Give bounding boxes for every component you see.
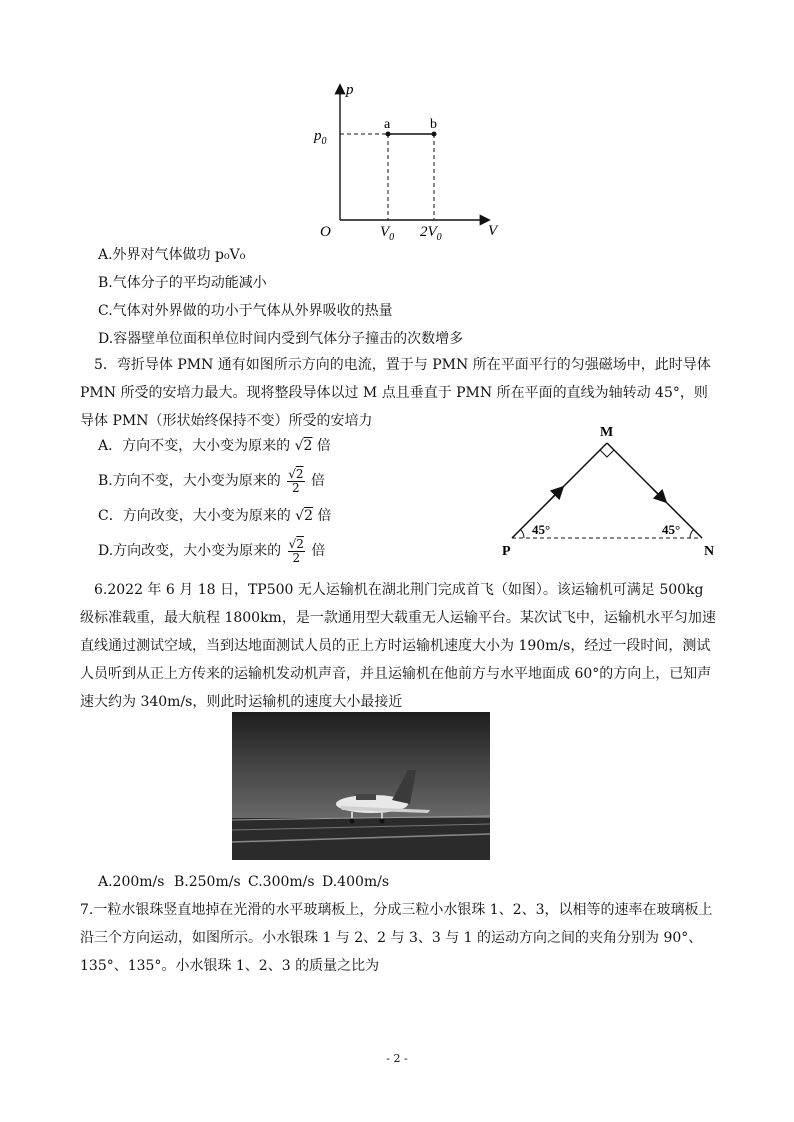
origin-label: O: [320, 224, 331, 240]
q6-stem: 6.2022 年 6 月 18 日，TP500 无人运输机在湖北荆门完成首飞（如图）。该运输机可满足 500kg 级标准载重，最大航程 1800km，是一款通用型大载重无人运输平台。某次试飞中，运输机水平匀加速直线通过测试空域，当到达地面测试人员的正上方时运输机速度大小为 190m/s，经过一段时间，测试人员听到从正上方传来的运输机发动机声音，并且运输机在他前方与水平地面成 60°的方向上，已知声速大约为 340m/s，则此时运输机的速度大小最接近: [80, 582, 716, 710]
pmn-diagram: [494, 418, 724, 560]
q5-option-a: A．方向不变，大小变为原来的 √2 倍: [98, 438, 331, 454]
point-b-dot: [432, 132, 437, 137]
point-b-label: b: [430, 117, 437, 132]
current-arrow-pm: [549, 490, 560, 501]
label-m: M: [600, 425, 614, 440]
q6-option-b: B.250m/s: [174, 874, 241, 890]
angle-arc-left: [521, 530, 525, 539]
q5-stem: 5．弯折导体 PMN 通有如图所示方向的电流，置于与 PMN 所在平面平行的匀强磁场中，此时导体 PMN 所受的安培力最大。现将整段导体以过 M 点且垂直于 PMN 所在平面的直线为轴转动 45°，则导体 PMN（形状始终保持不变）所受的安培力: [80, 357, 711, 429]
2v0-label: $2V_0$: [420, 224, 442, 243]
point-a-dot: [386, 132, 391, 137]
page-number: - 2 -: [386, 1052, 408, 1065]
angle-left-label: 45°: [532, 522, 551, 537]
pv-graph: [310, 78, 510, 243]
sqrt-2: √2: [295, 508, 314, 524]
p-axis-label: p: [346, 82, 354, 98]
angle-right-label: 45°: [662, 522, 681, 537]
angle-arc-right: [690, 530, 694, 539]
q5-option-b: B.方向不变，大小变为原来的 $\frac{√2}{2}$ 倍: [98, 466, 325, 495]
v0-label: $V_0$: [380, 224, 395, 243]
v-axis-label: V: [488, 223, 498, 239]
label-n: N: [704, 544, 715, 559]
current-arrow-mn: [652, 488, 663, 499]
p0-label: $p_0$: [314, 128, 327, 147]
q6-option-a: A.200m/s: [98, 874, 165, 890]
q4-option-d: D.容器壁单位面积单位时间内受到气体分子撞击的次数增多: [98, 331, 464, 347]
fraction-sqrt2-over-2: $\frac{√2}{2}$: [288, 536, 304, 565]
q5-option-d: D.方向改变，大小变为原来的 $\frac{√2}{2}$ 倍: [98, 536, 326, 565]
q5-option-c: C．方向改变，大小变为原来的 √2 倍: [98, 508, 332, 524]
q4-option-c: C.气体对外界做的功小于气体从外界吸收的热量: [98, 303, 393, 319]
sqrt-2: √2: [294, 438, 313, 454]
q7-stem: 7.一粒水银珠竖直地掉在光滑的水平玻璃板上，分成三粒小水银珠 1、2、3，以相等的速率在玻璃板上沿三个方向运动，如图所示。小水银珠 1 与 2、2 与 3、3 与 1 的运动方向之间的夹角分别为 90°、135°、135°。小水银珠 1、2、3 的质量之比为: [80, 902, 713, 974]
fraction-sqrt2-over-2: $\frac{√2}{2}$: [288, 466, 304, 495]
right-angle-mark: [600, 450, 614, 457]
q4-option-b: B.气体分子的平均动能减小: [98, 275, 267, 291]
q6-option-d: D.400m/s: [322, 874, 390, 890]
tp500-aircraft-photo: [232, 712, 490, 860]
q4-option-a: A.外界对气体做功 p₀V₀: [98, 247, 246, 263]
point-a-label: a: [384, 117, 391, 132]
q6-option-c: C.300m/s: [248, 874, 315, 890]
label-p: P: [502, 544, 511, 559]
